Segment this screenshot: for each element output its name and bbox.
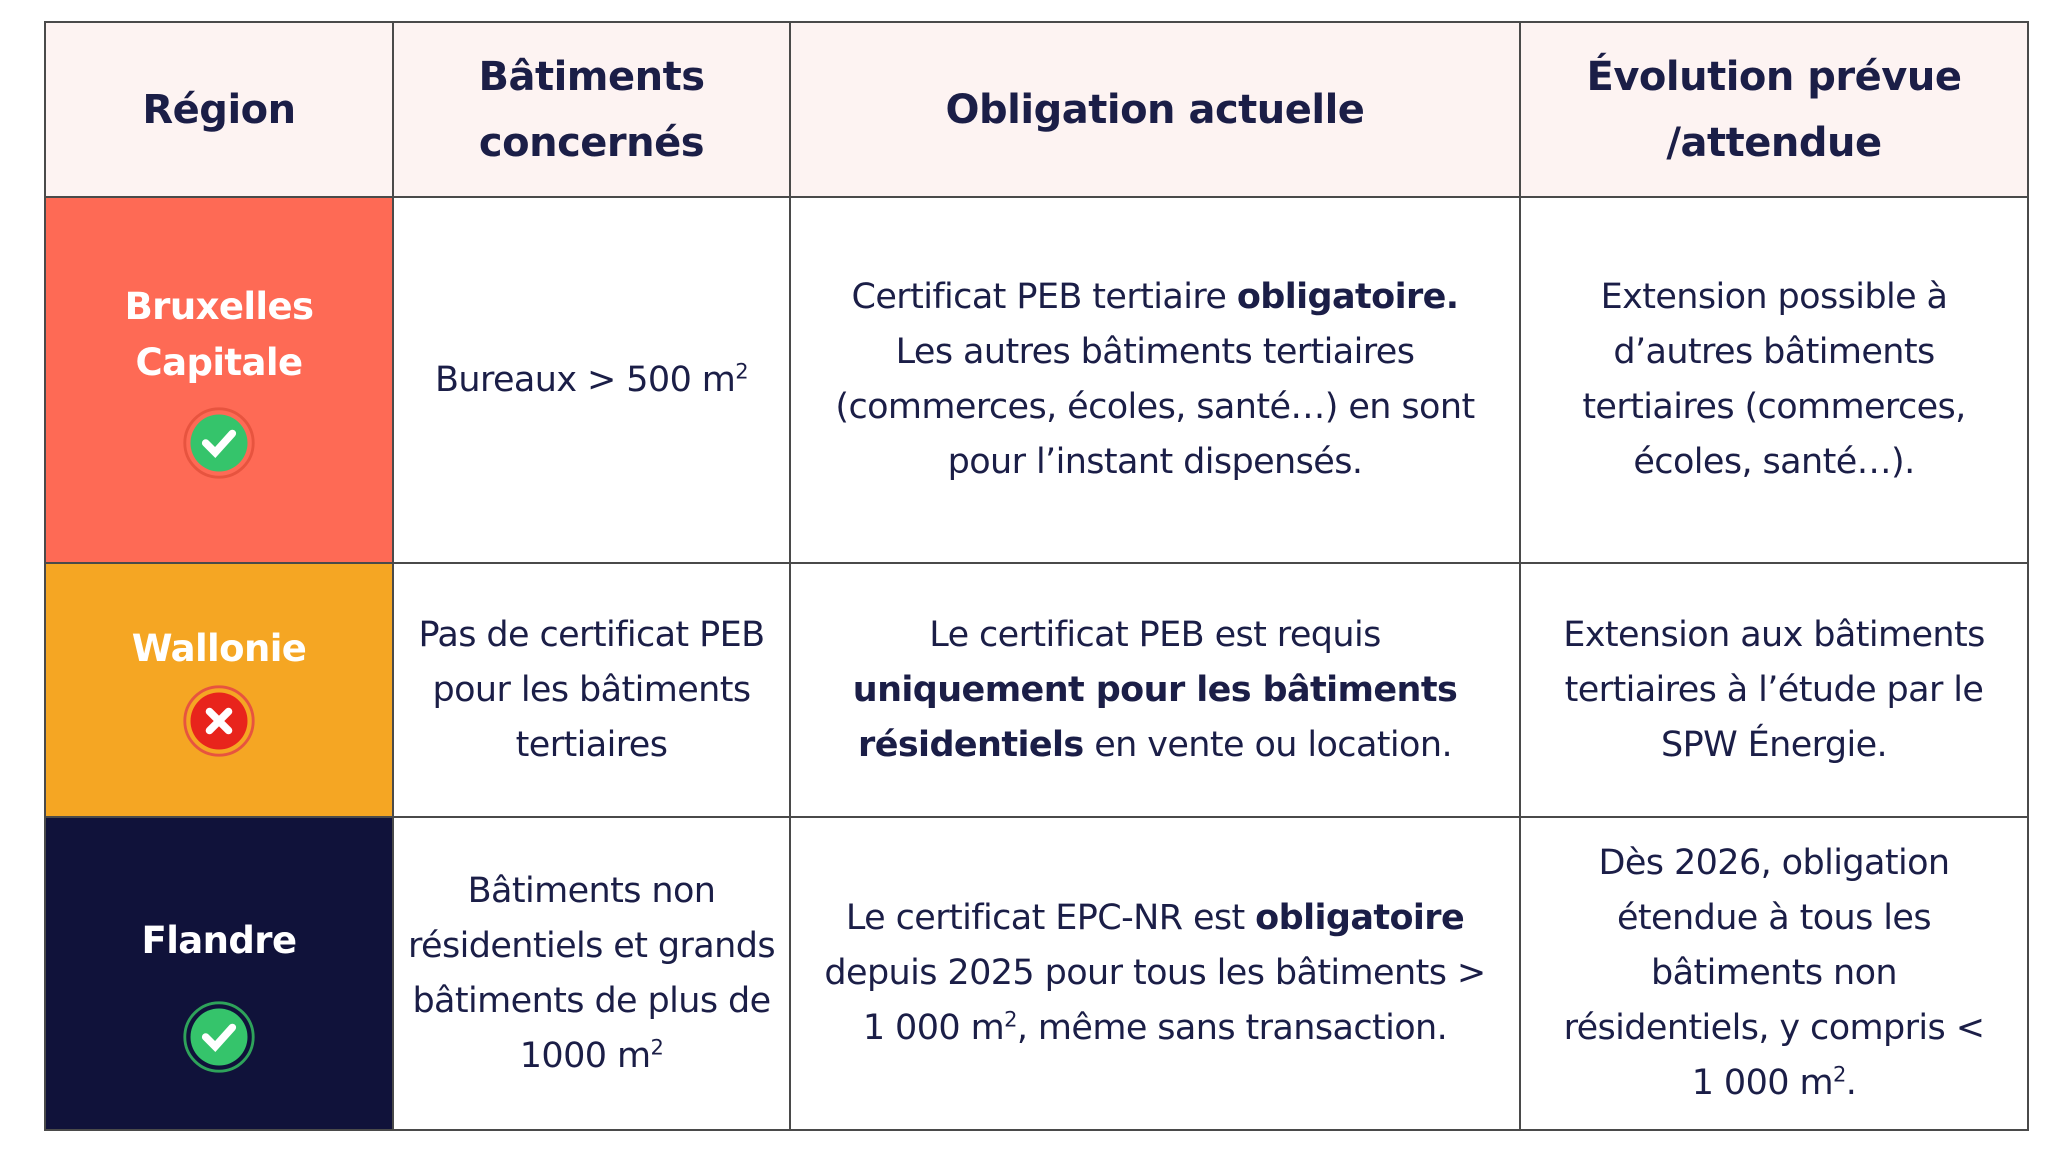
evolution-text: .: [1845, 1063, 1857, 1103]
table-row: [45, 563, 2028, 817]
evolution-cell: [1520, 817, 2028, 1130]
buildings-cell: Pas de certificat PEB pour les bâtiments tertiaires: [393, 563, 790, 817]
region-cell: [45, 563, 393, 817]
obligation-text: Le certificat PEB est requis: [929, 614, 1381, 655]
table-row: [45, 197, 2028, 563]
obligation-text: depuis 2025 pour tous les bâtiments > 1 000 m: [824, 953, 1486, 1048]
obligation-bold: uniquement pour les bâtiments résidentiels: [852, 669, 1458, 765]
buildings-text: Bâtiments non résidentiels et grands bâtiments de plus de 1000 m: [408, 870, 775, 1076]
obligation-bold: obligatoire.: [1236, 277, 1459, 317]
region-name: Bruxelles Capitale: [124, 285, 314, 384]
peb-comparison-table: [44, 21, 2029, 1131]
buildings-cell: [393, 197, 790, 563]
cross-icon: [181, 683, 257, 759]
evolution-cell: Extension possible à d’autres bâtiments tertiaires (commerces, écoles, santé…).: [1520, 197, 2028, 563]
region-cell: [45, 817, 393, 1130]
obligation-cell: [790, 563, 1520, 817]
region-cell: [45, 197, 393, 563]
superscript: 2: [1004, 1007, 1017, 1032]
obligation-text: en vente ou location.: [1083, 724, 1452, 765]
header-row: [45, 22, 2028, 197]
header-evolution: Évolution prévue /attendue: [1520, 22, 2028, 197]
header-buildings: Bâtiments concernés: [393, 22, 790, 197]
superscript: 2: [1832, 1062, 1846, 1087]
region-name: Wallonie: [131, 627, 307, 670]
superscript: 2: [735, 358, 749, 383]
header-obligation: Obligation actuelle: [790, 22, 1520, 197]
check-icon: [181, 405, 257, 481]
obligation-text: Les autres bâtiments tertiaires (commerces, écoles, santé…) en sont pour l’instant dispensés.: [835, 332, 1475, 482]
buildings-cell: [393, 817, 790, 1130]
table-row: [45, 817, 2028, 1130]
region-name: Flandre: [141, 918, 297, 962]
superscript: 2: [650, 1034, 664, 1059]
obligation-text: , même sans transaction.: [1016, 1008, 1448, 1048]
obligation-bold: obligatoire: [1255, 898, 1465, 938]
obligation-text: Certificat PEB tertiaire: [851, 277, 1237, 317]
evolution-cell: Extension aux bâtiments tertiaires à l’étude par le SPW Énergie.: [1520, 563, 2028, 817]
header-region: Région: [45, 22, 393, 197]
buildings-text: Bureaux > 500 m: [434, 359, 736, 400]
evolution-text: Dès 2026, obligation étendue à tous les bâtiments non résidentiels, y compris < 1 000 m: [1563, 843, 1985, 1103]
obligation-cell: [790, 197, 1520, 563]
check-icon: [181, 999, 257, 1075]
obligation-cell: [790, 817, 1520, 1130]
obligation-text: Le certificat EPC-NR est: [845, 898, 1256, 938]
